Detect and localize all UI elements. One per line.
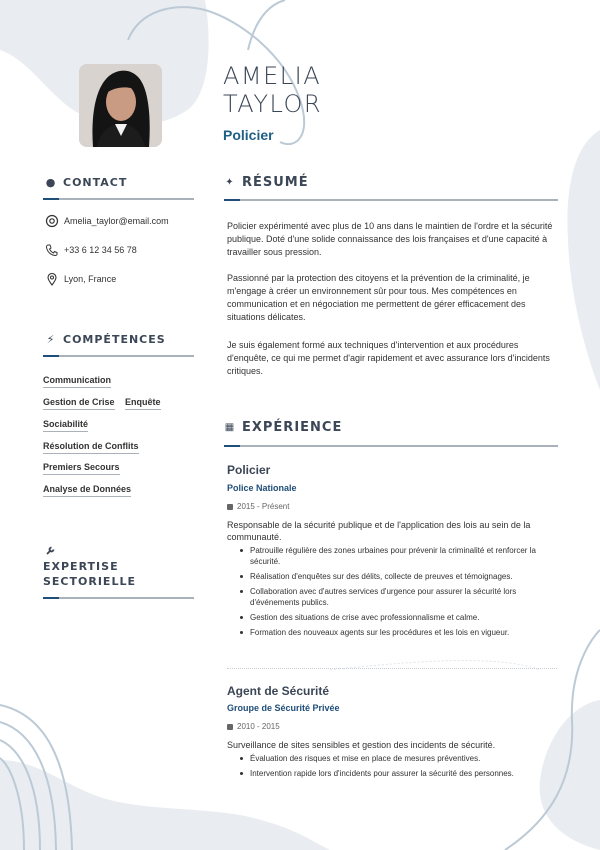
phone-text: +33 6 12 34 56 78 [64,245,137,255]
skills-heading-text: COMPÉTENCES [63,333,166,346]
contact-heading [45,176,127,189]
contact-heading-text: CONTACT [63,176,128,189]
expertise-heading-line1: EXPERTISE [43,560,119,573]
job-bullets-2 [238,753,556,783]
list-item: Formation des nouveaux agents sur les procédures et les lois en vigueur. [238,627,556,638]
job-title-2: Agent de Sécurité [227,684,330,698]
contact-email[interactable] [45,214,169,228]
skill-tag: Communication [43,375,111,388]
location-pin-icon [45,272,59,286]
expertise-heading [43,559,136,589]
phone-icon [45,243,59,257]
contact-phone[interactable] [45,243,137,257]
job-dates-2-text: 2010 - 2015 [237,722,280,731]
experience-rule [224,445,558,447]
top-arc [248,0,285,50]
full-name [223,62,322,118]
expertise-heading-line2: SECTORIELLE [43,575,136,588]
calendar-icon [227,724,233,730]
skill-tag: Sociabilité [43,419,88,432]
location-text: Lyon, France [64,274,117,284]
right-blob [567,130,600,390]
contact-rule [43,198,194,200]
list-item: Gestion des situations de crise avec professionnalisme et calme. [238,612,556,623]
email-text: Amelia_taylor@email.com [64,216,169,226]
experience-heading [224,420,342,435]
last-name: TAYLOR [223,90,323,118]
list-item: Collaboration avec d'autres services d'urgence pour assurer la sécurité lors d'événements publics. [238,586,556,608]
summary-paragraph-3: Je suis également formé aux techniques d'intervention et aux procédures d'enquête, ce qui me permet d'agir rapidement et avec assurance lors d'incidents critiques. [227,340,550,376]
job-title: Policier [223,127,274,143]
skills-rule [43,355,194,357]
company-2: Groupe de Sécurité Privée [227,703,340,713]
first-name: AMELIA [223,62,322,90]
skill-tag: Gestion de Crise [43,397,115,410]
calendar-icon [227,504,233,510]
skill-tag: Analyse de Données [43,484,131,497]
skill-tag: Premiers Secours [43,462,120,475]
job-description-2: Surveillance de sites sensibles et gestion des incidents de sécurité. [227,740,496,750]
list-item: Intervention rapide lors d'incidents pour assurer la sécurité des personnes. [238,768,556,779]
summary-rule [224,199,558,201]
job-dates-1 [227,502,289,511]
skill-tag: Résolution de Conflits [43,441,139,454]
skill-tag: Enquête [125,397,161,410]
expertise-rule [43,597,194,599]
profile-photo [79,64,162,147]
sparkle-icon: ✦ [225,177,235,188]
company-1: Police Nationale [227,483,297,493]
skills-heading [45,333,166,346]
job-bullets-1 [238,545,556,642]
job-dates-2 [227,722,280,731]
job-separator [227,668,557,669]
summary-paragraph-1: Policier expérimenté avec plus de 10 ans dans le maintien de l'ordre et la sécurité publique. Doté d'une solide connaissance des lois françaises et d'une capacité à travailler sous pression. [227,221,553,257]
experience-heading-text: EXPÉRIENCE [242,420,343,435]
summary-paragraph-2: Passionné par la protection des citoyens et la prévention de la criminalité, je m'engage à créer un environnement sûr pour tous. Mes compétences en communication et en négociation me permettent de gérer efficacement des situations délicates. [227,273,530,322]
list-item: Réalisation d'enquêtes sur des délits, collecte de preuves et témoignages. [238,571,556,582]
list-item: Évaluation des risques et mise en place de mesures préventives. [238,753,556,764]
summary-heading-text: RÉSUMÉ [242,175,309,190]
job-title-1: Policier [227,463,271,477]
user-icon: ● [45,176,57,189]
bolt-icon: ⚡ [46,333,56,346]
at-icon [45,214,59,228]
list-item: Patrouille régulière des zones urbaines pour prévenir la criminalité et renforcer la sécurité. [238,545,556,567]
job-description-1: Responsable de la sécurité publique et de l'application des lois au sein de la communauté. [227,520,531,542]
summary-heading [224,175,309,190]
briefcase-icon: ▦ [224,422,236,433]
job-dates-1-text: 2015 - Présent [237,502,290,511]
contact-location [45,272,116,286]
